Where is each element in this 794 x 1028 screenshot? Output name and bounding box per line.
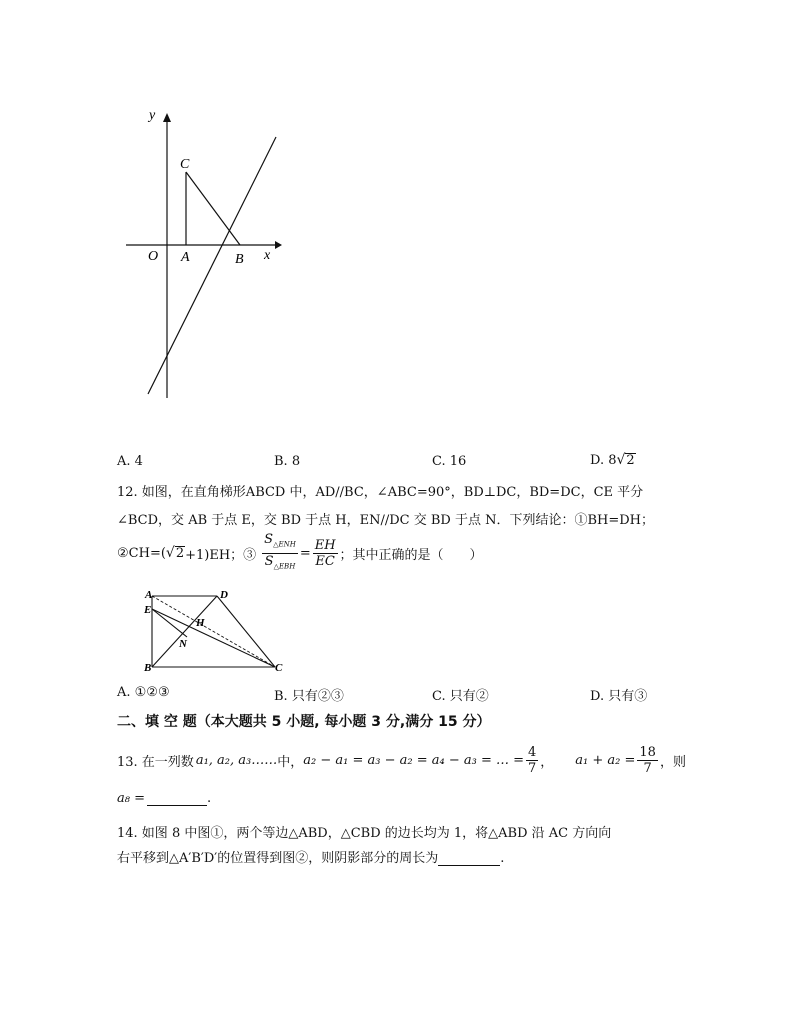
label-a: A <box>145 589 153 601</box>
q14-line2-row: 右平移到△A′B′D′的位置得到图②，则阴影部分的周长为 . <box>117 847 504 866</box>
q13-line2: a₈ = . <box>117 791 212 806</box>
q13-frac2-den: 7 <box>643 760 652 776</box>
segment-cb <box>186 172 240 245</box>
y-axis-arrow <box>163 113 171 122</box>
label-c: C <box>275 662 283 674</box>
segment-dc <box>217 596 275 667</box>
q12-line3-a: ②CH=( <box>117 545 166 561</box>
q12-option-c[interactable]: C. 只有② <box>432 689 489 704</box>
label-o: O <box>148 249 159 264</box>
q11-option-b[interactable]: B. 8 <box>274 454 301 469</box>
q12-frac2-den: EC <box>315 553 335 569</box>
q13-frac1-num: 4 <box>528 744 537 760</box>
label-d: D <box>220 589 228 601</box>
q14-line2: 右平移到△A′B′D′的位置得到图②，则阴影部分的周长为 <box>117 851 439 866</box>
q11-figure <box>118 100 298 410</box>
q13-answer-blank[interactable] <box>147 791 207 806</box>
q12-frac1-den: S <box>264 553 274 569</box>
label-h: H <box>196 617 205 629</box>
q12-line3-b: +1)EH；③ <box>185 547 257 563</box>
q12-line3-c: ；其中正确的是（ ） <box>339 547 483 563</box>
q12-option-d[interactable]: D. 只有③ <box>590 689 648 704</box>
q12-line2: ∠BCD，交 AB 于点 E，交 BD 于点 H，EN//DC 交 BD 于点 N．下列结论：①BH=DH； <box>117 513 655 528</box>
q13-prefix: 13. 在一列数 <box>117 754 194 770</box>
q12-trapezoid <box>140 585 290 675</box>
q11-graph <box>118 100 298 410</box>
q11-option-d-radicand: 2 <box>626 453 635 468</box>
q12-frac1-den-sub: △EBH <box>273 562 296 571</box>
q12-option-b[interactable]: B. 只有②③ <box>274 689 344 704</box>
q13-sum: a₁ + a₂ = <box>575 752 636 768</box>
q13-mid: 中， <box>277 754 304 770</box>
q11-option-c[interactable]: C. 16 <box>432 454 467 469</box>
segment-ec <box>152 609 275 667</box>
q11-option-d-prefix: D. 8 <box>590 453 617 468</box>
q13-diffs: a₂ − a₁ = a₃ − a₂ = a₄ − a₃ = … = <box>303 752 524 768</box>
q13-frac2-num: 18 <box>639 744 656 760</box>
label-a: A <box>181 250 190 265</box>
q13-frac-diff <box>526 745 538 776</box>
label-b: B <box>235 252 244 267</box>
segment-bd <box>152 596 217 667</box>
q12-length-ratio <box>313 538 338 569</box>
q13-frac-sum <box>637 745 658 776</box>
q11-option-d[interactable]: D. 8√2 <box>590 452 635 468</box>
label-e: E <box>144 604 152 616</box>
q13-line1 <box>117 742 686 778</box>
q13-frac1-den: 7 <box>528 760 537 776</box>
q12-radicand: 2 <box>175 546 185 561</box>
q12-line3: ②CH=( √ 2 +1)EH；③ $\frac{S_{\triangle ENH}}{S_{\triangle EBH}}$ = $\frac{EH}{EC}$ ；其中正确的是（ ） <box>117 533 483 573</box>
q14-line1: 14. 如图 8 中图①，两个等边△ABD，△CBD 的边长均为 1，将△ABD 沿 AC 方向向 <box>117 826 612 841</box>
x-axis-arrow <box>275 241 282 249</box>
label-y: y <box>149 108 156 123</box>
label-x: x <box>264 248 271 263</box>
q13-a8: a₈ = <box>117 791 145 806</box>
label-c: C <box>180 157 190 172</box>
q13-comma: ， <box>540 754 554 770</box>
label-b: B <box>144 662 152 674</box>
q12-frac2-num: EH <box>314 537 336 553</box>
q12-eq: = <box>299 545 311 561</box>
q13-then: ，则 <box>659 754 686 770</box>
q12-frac1-num: S <box>264 531 274 547</box>
q12-figure <box>140 585 290 675</box>
q12-area-ratio <box>262 532 298 574</box>
q12-line1: 12. 如图，在直角梯形ABCD 中，AD//BC，∠ABC=90°，BD⊥DC，BD=DC，CE 平分 <box>117 485 644 500</box>
q12-option-a[interactable]: A. ①②③ <box>117 685 170 700</box>
segment-ac <box>152 596 275 667</box>
label-n: N <box>179 638 187 650</box>
section-2-title: 二、填 空 题（本大题共 5 小题, 每小题 3 分,满分 15 分） <box>117 714 491 730</box>
q13-seq: a₁, a₂, a₃…… <box>195 752 278 768</box>
q11-option-a[interactable]: A. 4 <box>117 454 143 469</box>
q14-answer-blank[interactable] <box>438 851 500 866</box>
q12-frac1-num-sub: △ENH <box>273 540 296 549</box>
